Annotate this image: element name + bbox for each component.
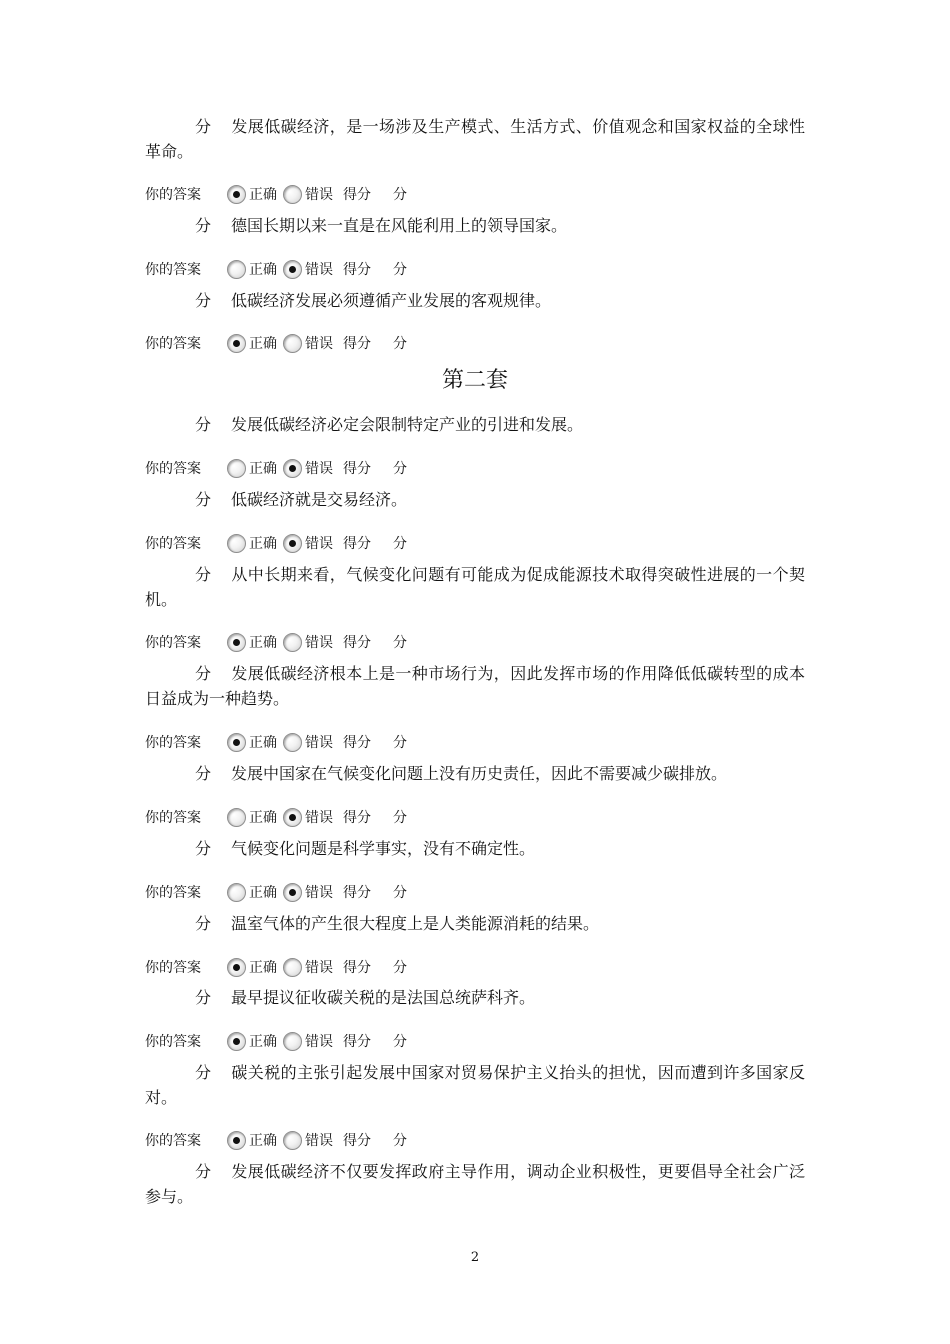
answer-row-8 xyxy=(145,805,407,829)
question-text-8 xyxy=(145,761,805,786)
wrong-label: 错误 xyxy=(305,187,333,203)
score-prefix: 分 xyxy=(195,1162,212,1181)
score-unit: 分 xyxy=(393,461,407,477)
question-body: 碳关税的主张引起发展中国家对贸易保护主义抬头的担忧，因而遭到许多国家反对。 xyxy=(145,1063,805,1107)
score-label: 得分 xyxy=(343,635,371,651)
correct-label: 正确 xyxy=(249,1034,277,1050)
score-unit: 分 xyxy=(393,810,407,826)
question-text-1 xyxy=(145,114,805,164)
radio-correct-q7[interactable] xyxy=(227,733,246,752)
score-unit: 分 xyxy=(393,536,407,552)
score-prefix: 分 xyxy=(195,490,212,509)
score-prefix: 分 xyxy=(195,664,212,683)
correct-label: 正确 xyxy=(249,461,277,477)
your-answer-label: 你的答案 xyxy=(145,735,201,751)
question-text-12 xyxy=(145,1060,805,1110)
score-prefix: 分 xyxy=(195,415,212,434)
radio-wrong-q11[interactable] xyxy=(283,1032,302,1051)
page-number: 2 xyxy=(470,1250,480,1265)
answer-row-1 xyxy=(145,182,407,206)
radio-correct-q12[interactable] xyxy=(227,1131,246,1150)
radio-wrong-q5[interactable] xyxy=(283,534,302,553)
answer-row-3 xyxy=(145,331,407,355)
answer-row-10 xyxy=(145,955,407,979)
question-text-9 xyxy=(145,836,805,861)
score-prefix: 分 xyxy=(195,565,212,584)
your-answer-label: 你的答案 xyxy=(145,262,201,278)
radio-wrong-q4[interactable] xyxy=(283,459,302,478)
radio-correct-q8[interactable] xyxy=(227,808,246,827)
wrong-label: 错误 xyxy=(305,262,333,278)
your-answer-label: 你的答案 xyxy=(145,885,201,901)
wrong-label: 错误 xyxy=(305,1133,333,1149)
correct-label: 正确 xyxy=(249,635,277,651)
wrong-label: 错误 xyxy=(305,536,333,552)
score-unit: 分 xyxy=(393,885,407,901)
answer-row-11 xyxy=(145,1029,407,1053)
score-unit: 分 xyxy=(393,960,407,976)
wrong-label: 错误 xyxy=(305,1034,333,1050)
score-prefix: 分 xyxy=(195,117,212,136)
score-prefix: 分 xyxy=(195,1063,212,1082)
your-answer-label: 你的答案 xyxy=(145,1133,201,1149)
answer-row-6 xyxy=(145,630,407,654)
answer-row-2 xyxy=(145,257,407,281)
score-unit: 分 xyxy=(393,187,407,203)
correct-label: 正确 xyxy=(249,960,277,976)
score-unit: 分 xyxy=(393,1034,407,1050)
question-text-7 xyxy=(145,661,805,711)
question-body: 发展低碳经济必定会限制特定产业的引进和发展。 xyxy=(231,415,584,434)
answer-row-9 xyxy=(145,880,407,904)
question-text-2 xyxy=(145,213,805,238)
correct-label: 正确 xyxy=(249,336,277,352)
radio-wrong-q3[interactable] xyxy=(283,334,302,353)
question-text-3 xyxy=(145,288,805,313)
question-text-4 xyxy=(145,412,805,437)
question-text-11 xyxy=(145,985,805,1010)
radio-wrong-q6[interactable] xyxy=(283,633,302,652)
radio-correct-q6[interactable] xyxy=(227,633,246,652)
section-title: 第二套 xyxy=(441,368,508,393)
score-label: 得分 xyxy=(343,1034,371,1050)
score-label: 得分 xyxy=(343,536,371,552)
radio-wrong-q1[interactable] xyxy=(283,185,302,204)
correct-label: 正确 xyxy=(249,1133,277,1149)
your-answer-label: 你的答案 xyxy=(145,810,201,826)
question-body: 发展中国家在气候变化问题上没有历史责任，因此不需要减少碳排放。 xyxy=(231,764,728,783)
score-label: 得分 xyxy=(343,810,371,826)
question-body: 发展低碳经济根本上是一种市场行为，因此发挥市场的作用降低低碳转型的成本日益成为一种趋势。 xyxy=(145,664,805,708)
correct-label: 正确 xyxy=(249,262,277,278)
radio-correct-q2[interactable] xyxy=(227,260,246,279)
wrong-label: 错误 xyxy=(305,960,333,976)
wrong-label: 错误 xyxy=(305,336,333,352)
score-label: 得分 xyxy=(343,336,371,352)
wrong-label: 错误 xyxy=(305,461,333,477)
correct-label: 正确 xyxy=(249,735,277,751)
score-prefix: 分 xyxy=(195,764,212,783)
answer-row-5 xyxy=(145,531,407,555)
score-prefix: 分 xyxy=(195,988,212,1007)
radio-wrong-q9[interactable] xyxy=(283,883,302,902)
question-body: 最早提议征收碳关税的是法国总统萨科齐。 xyxy=(231,988,536,1007)
wrong-label: 错误 xyxy=(305,635,333,651)
your-answer-label: 你的答案 xyxy=(145,336,201,352)
score-label: 得分 xyxy=(343,461,371,477)
score-label: 得分 xyxy=(343,262,371,278)
wrong-label: 错误 xyxy=(305,735,333,751)
score-prefix: 分 xyxy=(195,839,212,858)
radio-correct-q9[interactable] xyxy=(227,883,246,902)
your-answer-label: 你的答案 xyxy=(145,960,201,976)
radio-wrong-q2[interactable] xyxy=(283,260,302,279)
question-body: 发展低碳经济，是一场涉及生产模式、生活方式、价值观念和国家权益的全球性革命。 xyxy=(145,117,805,161)
radio-correct-q4[interactable] xyxy=(227,459,246,478)
your-answer-label: 你的答案 xyxy=(145,635,201,651)
radio-correct-q1[interactable] xyxy=(227,185,246,204)
wrong-label: 错误 xyxy=(305,885,333,901)
question-body: 德国长期以来一直是在风能利用上的领导国家。 xyxy=(231,216,568,235)
score-unit: 分 xyxy=(393,1133,407,1149)
correct-label: 正确 xyxy=(249,810,277,826)
question-body: 发展低碳经济不仅要发挥政府主导作用，调动企业积极性，更要倡导全社会广泛参与。 xyxy=(145,1162,805,1206)
score-label: 得分 xyxy=(343,735,371,751)
score-label: 得分 xyxy=(343,1133,371,1149)
question-text-5 xyxy=(145,487,805,512)
answer-row-4 xyxy=(145,456,407,480)
correct-label: 正确 xyxy=(249,885,277,901)
score-prefix: 分 xyxy=(195,291,212,310)
score-unit: 分 xyxy=(393,735,407,751)
correct-label: 正确 xyxy=(249,536,277,552)
radio-wrong-q7[interactable] xyxy=(283,733,302,752)
radio-correct-q3[interactable] xyxy=(227,334,246,353)
question-text-13 xyxy=(145,1159,805,1209)
your-answer-label: 你的答案 xyxy=(145,1034,201,1050)
radio-wrong-q8[interactable] xyxy=(283,808,302,827)
radio-wrong-q12[interactable] xyxy=(283,1131,302,1150)
score-prefix: 分 xyxy=(195,216,212,235)
your-answer-label: 你的答案 xyxy=(145,536,201,552)
question-body: 气候变化问题是科学事实，没有不确定性。 xyxy=(231,839,536,858)
question-body: 低碳经济就是交易经济。 xyxy=(231,490,408,509)
question-body: 从中长期来看，气候变化问题有可能成为促成能源技术取得突破性进展的一个契机。 xyxy=(145,565,805,609)
question-text-6 xyxy=(145,562,805,612)
answer-row-7 xyxy=(145,730,407,754)
score-label: 得分 xyxy=(343,885,371,901)
your-answer-label: 你的答案 xyxy=(145,187,201,203)
your-answer-label: 你的答案 xyxy=(145,461,201,477)
radio-correct-q5[interactable] xyxy=(227,534,246,553)
question-body: 低碳经济发展必须遵循产业发展的客观规律。 xyxy=(231,291,552,310)
correct-label: 正确 xyxy=(249,187,277,203)
radio-correct-q10[interactable] xyxy=(227,958,246,977)
score-prefix: 分 xyxy=(195,914,212,933)
score-unit: 分 xyxy=(393,336,407,352)
radio-wrong-q10[interactable] xyxy=(283,958,302,977)
question-text-10 xyxy=(145,911,805,936)
wrong-label: 错误 xyxy=(305,810,333,826)
score-label: 得分 xyxy=(343,187,371,203)
score-unit: 分 xyxy=(393,635,407,651)
answer-row-12 xyxy=(145,1128,407,1152)
score-label: 得分 xyxy=(343,960,371,976)
score-unit: 分 xyxy=(393,262,407,278)
question-body: 温室气体的产生很大程度上是人类能源消耗的结果。 xyxy=(231,914,600,933)
radio-correct-q11[interactable] xyxy=(227,1032,246,1051)
